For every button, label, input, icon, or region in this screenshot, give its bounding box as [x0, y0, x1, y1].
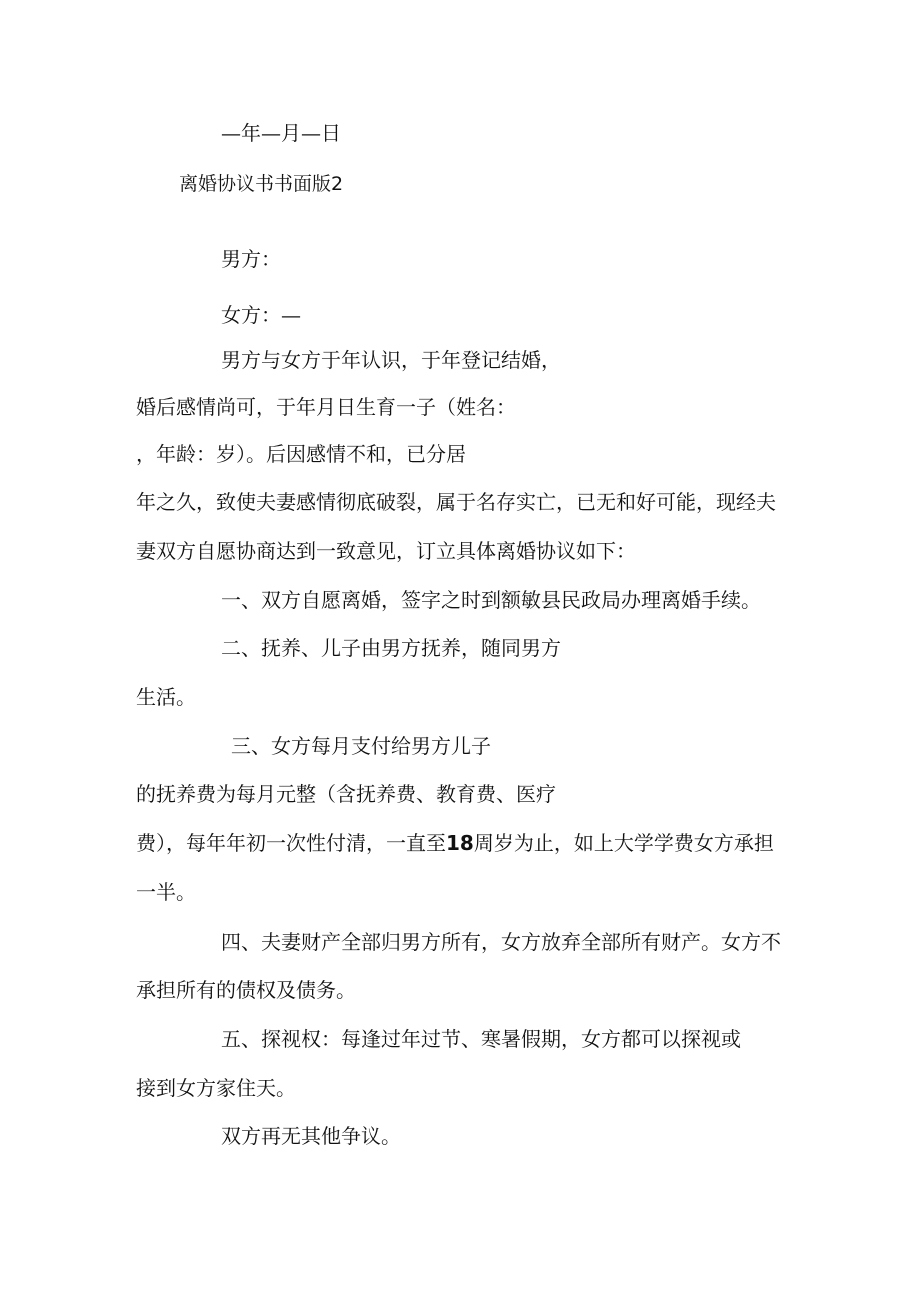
female-party-label: 女方：—: [221, 303, 301, 327]
clause-3-line-3: [136, 830, 774, 856]
clause-3-line-3-post: 周岁为止，如上大学学费女方承担: [473, 831, 774, 855]
clause-1: 一、双方自愿离婚，签字之时到额敏县民政局办理离婚手续。: [221, 588, 761, 612]
intro-line-1: 男方与女方于年认识，于年登记结婚，: [221, 348, 561, 372]
clause-3-line-1: 三、女方每月支付给男方儿子: [231, 734, 491, 758]
intro-line-2: 婚后感情尚可，于年月日生育一子（姓名：: [136, 395, 516, 419]
intro-line-5: 妻双方自愿协商达到一致意见，订立具体离婚协议如下：: [136, 539, 636, 563]
clause-4-line-2: 承担所有的债权及债务。: [136, 978, 356, 1002]
clause-5-line-2: 接到女方家住天。: [136, 1076, 296, 1100]
clause-2-line-1: 二、抚养、儿子由男方抚养，随同男方: [221, 636, 561, 660]
clause-2-line-2: 生活。: [136, 685, 196, 709]
clause-3-line-4: 一半。: [136, 880, 196, 904]
intro-line-4: 年之久，致使夫妻感情彻底破裂，属于名存实亡，已无和好可能，现经夫: [136, 490, 776, 514]
clause-3-line-3-pre: 费），每年年初一次性付清，一直至: [136, 831, 446, 855]
clause-4-line-1: 四、夫妻财产全部归男方所有，女方放弃全部所有财产。女方不: [221, 930, 781, 954]
clause-3-line-2: 的抚养费为每月元整（含抚养费、教育费、医疗: [136, 782, 556, 806]
clause-5-line-1: 五、探视权：每逢过年过节、寒暑假期，女方都可以探视或: [221, 1027, 741, 1051]
age-limit-number: 18: [446, 831, 474, 855]
closing-line: 双方再无其他争议。: [221, 1124, 401, 1148]
document-title: 离婚协议书书面版2: [179, 173, 344, 195]
date-line: —年—月—日: [221, 121, 341, 145]
male-party-label: 男方：: [221, 247, 281, 271]
intro-line-3: ，年龄：岁）。后因感情不和，已分居: [136, 442, 466, 466]
